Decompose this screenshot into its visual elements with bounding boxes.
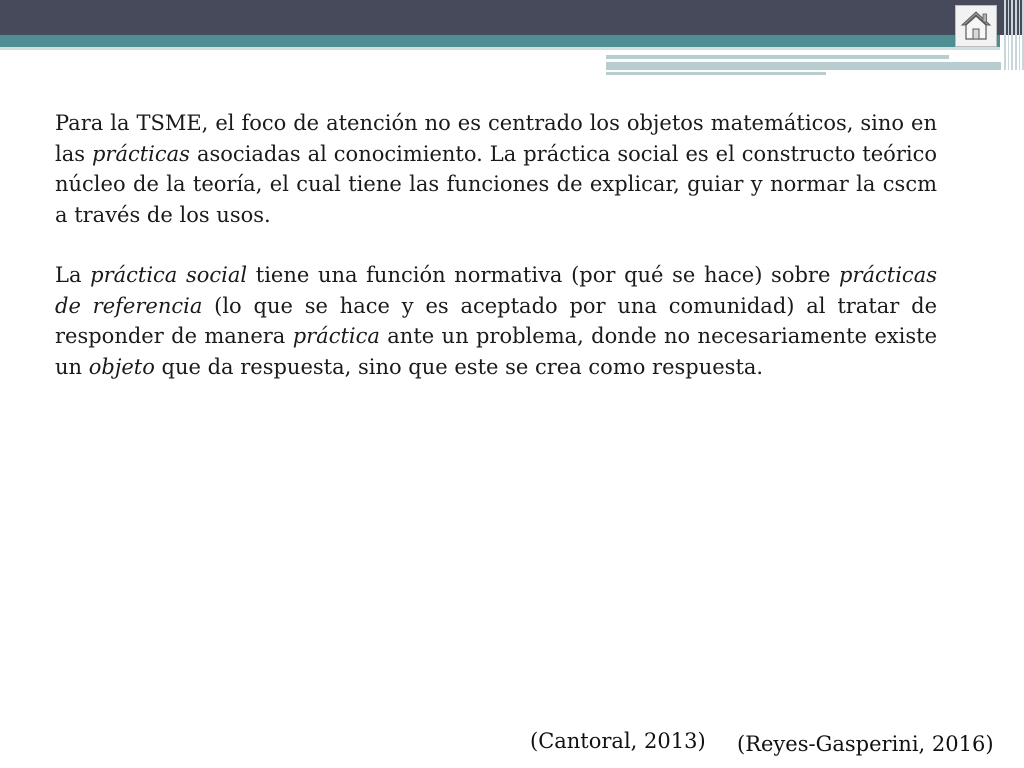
citation-reyes-gasperini: (Reyes-Gasperini, 2016) [737, 732, 994, 756]
text-segment: que da respuesta, sino que este se crea como respuesta. [154, 354, 764, 379]
side-line [1004, 0, 1006, 70]
text-segment: asociadas al conocimiento. La práctica social es el constructo teórico núcleo de la teoría, el cual tiene las funciones de explicar, guiar y normar la cscm a través de los usos. [55, 141, 937, 227]
text-segment: La [55, 263, 91, 287]
side-line [1008, 0, 1010, 70]
paragraph-2 [55, 260, 937, 382]
header-accent-line [0, 47, 1000, 50]
text-segment-italic: prácticas de referencia [55, 263, 937, 318]
text-segment-italic: práctica social [90, 263, 248, 287]
side-line [1011, 0, 1013, 70]
header-accent-line [606, 55, 949, 59]
citation-cantoral: (Cantoral, 2013) [530, 729, 706, 753]
text-segment-italic: práctica [292, 324, 380, 348]
slide-body [55, 108, 937, 382]
home-icon [959, 9, 993, 43]
paragraph-1 [55, 108, 937, 230]
header-side-lines [1004, 0, 1024, 70]
side-line [1015, 0, 1017, 70]
header-accent-line [606, 72, 826, 75]
text-segment: ante un problema, donde no necesariamente existe un [55, 324, 938, 379]
text-segment: tiene una función normativa (por qué se hace) sobre [247, 263, 840, 287]
home-button[interactable] [955, 5, 997, 47]
side-line [1019, 0, 1021, 70]
header-teal-band [0, 35, 1000, 47]
header-accent-line [606, 62, 1001, 70]
text-segment: (lo que se hace y es aceptado por una comunidad) al tratar de responder de manera [55, 293, 937, 348]
text-segment-italic: prácticas [91, 141, 190, 166]
text-segment-italic: objeto [88, 354, 155, 379]
header-dark-band [0, 0, 1024, 35]
text-segment: Para la TSME, el foco de atención no es centrado los objetos matemáticos, sino en las [55, 111, 937, 166]
